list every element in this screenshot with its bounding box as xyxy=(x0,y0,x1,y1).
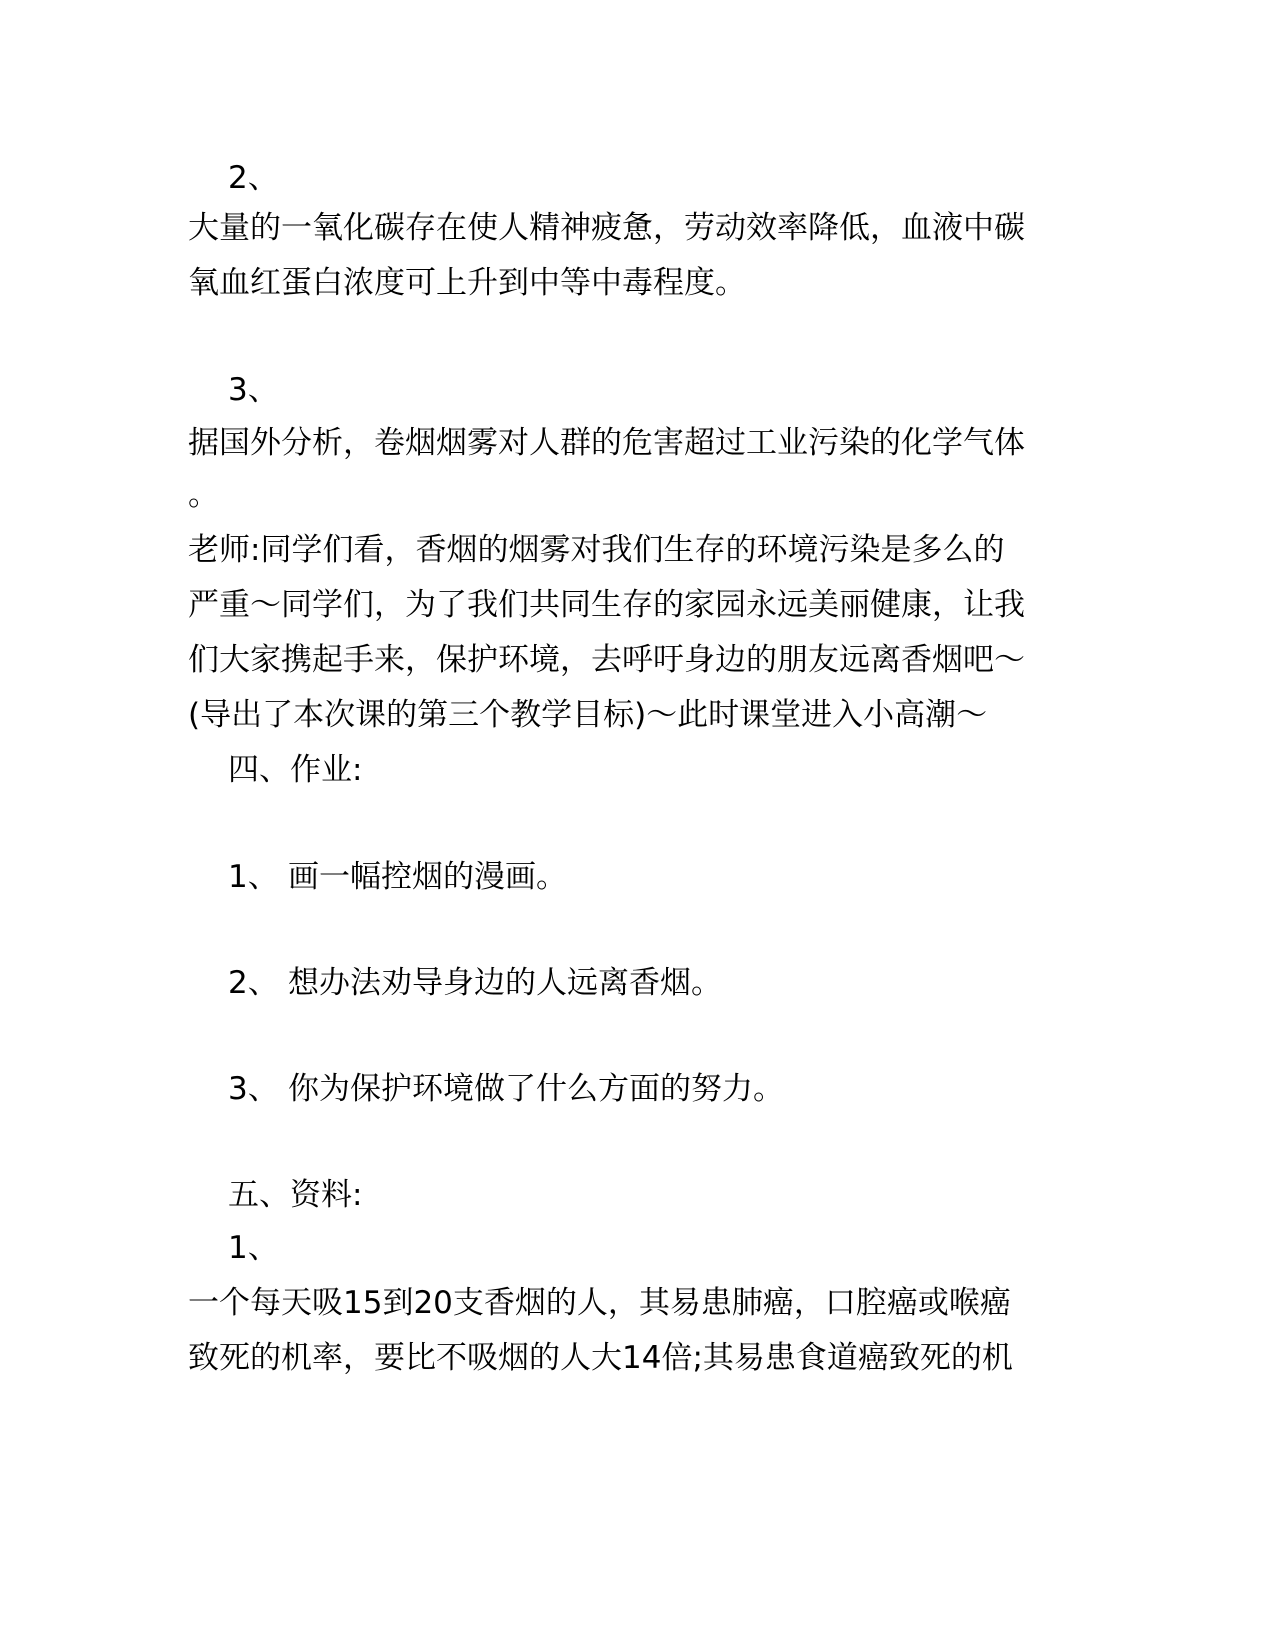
reference-1-number: 1、 xyxy=(228,1230,279,1266)
section-2-text-line-1: 大量的一氧化碳存在使人精神疲惫，劳动效率降低，血液中碳 xyxy=(188,210,1025,246)
homework-item-1-text: 画一幅控烟的漫画。 xyxy=(288,859,567,895)
teacher-text-line-1: 老师:同学们看，香烟的烟雾对我们生存的环境污染是多么的 xyxy=(188,532,1005,568)
homework-item-1-number: 1、 xyxy=(228,859,279,895)
homework-item-2-text: 想办法劝导身边的人远离香烟。 xyxy=(288,965,722,1001)
homework-item-1 xyxy=(228,857,567,897)
teacher-text-line-2: 严重～同学们，为了我们共同生存的家园永远美丽健康，让我 xyxy=(188,587,1025,623)
section-3-number: 3、 xyxy=(228,372,279,408)
teacher-text-line-4: (导出了本次课的第三个教学目标)～此时课堂进入小高潮～ xyxy=(188,697,988,733)
reference-heading: 五、资料: xyxy=(228,1177,363,1213)
reference-1-text-line-1: 一个每天吸15到20支香烟的人，其易患肺癌，口腔癌或喉癌 xyxy=(188,1285,1011,1321)
homework-item-3 xyxy=(228,1069,784,1109)
homework-item-3-text: 你为保护环境做了什么方面的努力。 xyxy=(288,1071,784,1107)
homework-heading: 四、作业: xyxy=(228,752,363,788)
section-3-text-line-2: 。 xyxy=(188,477,219,513)
reference-1-text-line-2: 致死的机率，要比不吸烟的人大14倍;其易患食道癌致死的机 xyxy=(188,1340,1013,1376)
homework-item-2-number: 2、 xyxy=(228,965,279,1001)
section-2-number: 2、 xyxy=(228,160,279,196)
homework-item-2 xyxy=(228,963,722,1003)
homework-item-3-number: 3、 xyxy=(228,1071,279,1107)
section-2-text-line-2: 氧血红蛋白浓度可上升到中等中毒程度。 xyxy=(188,265,746,301)
section-3-text-line-1: 据国外分析，卷烟烟雾对人群的危害超过工业污染的化学气体 xyxy=(188,425,1025,461)
teacher-text-line-3: 们大家携起手来，保护环境，去呼吁身边的朋友远离香烟吧～ xyxy=(188,642,1025,678)
